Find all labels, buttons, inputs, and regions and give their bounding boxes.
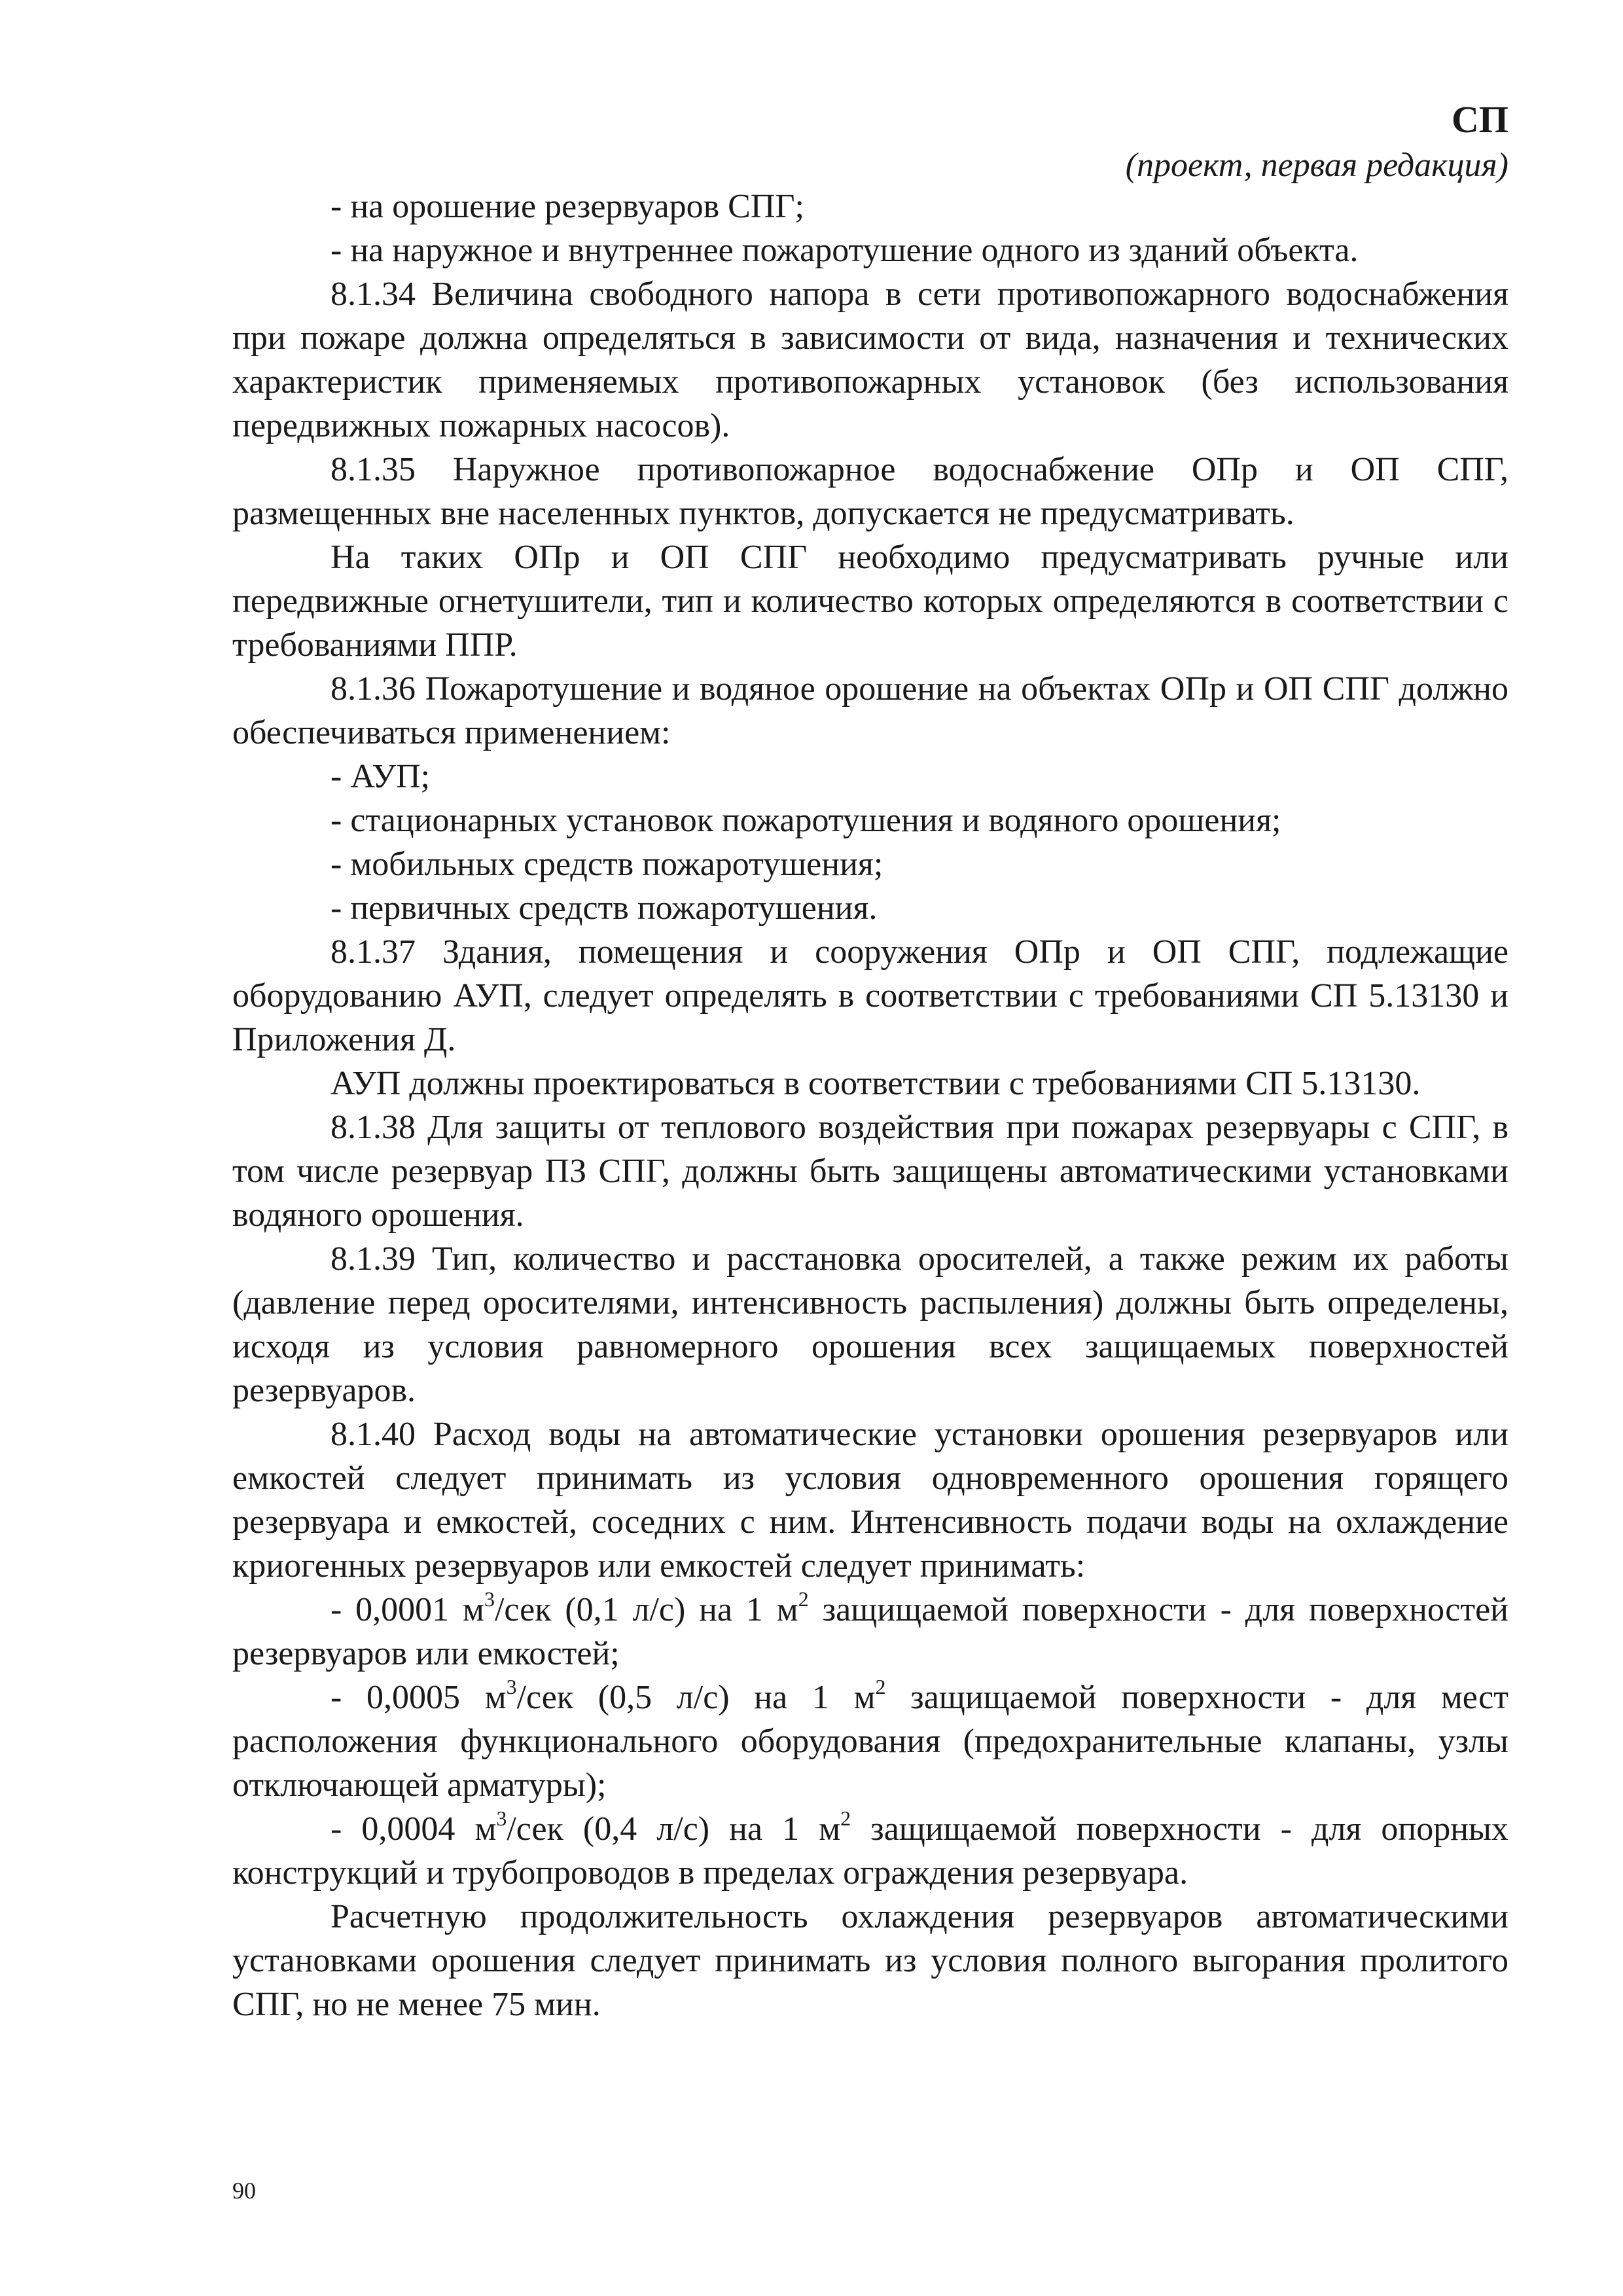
document-status: (проект, первая редакция)	[1125, 147, 1508, 184]
list-item: - на орошение резервуаров СПГ;	[330, 188, 804, 225]
document-code: СП	[1452, 98, 1508, 141]
paragraph-8-1-37-cont: АУП должны проектироваться в соответствии с требованиями СП 5.13130.	[330, 1065, 1421, 1102]
paragraph-8-1-34: 8.1.34 Величина свободного напора в сети противопожарного водоснабжения при пожаре должна определяться в зависимости от вида, назначения и технических характеристик применяемых противопожарных установок (без использования передвижных пожарных насосов).	[232, 276, 1508, 444]
rate-item-1	[232, 1588, 1508, 1676]
rate-item-text: /сек (0,1 л/с) на 1 м	[494, 1591, 798, 1628]
document-page	[232, 0, 1508, 2296]
paragraph-8-1-35-cont: На таких ОПр и ОП СПГ необходимо предусматривать ручные или передвижные огнетушители, тип и количество которых определяются в соответствии с требованиями ППР.	[232, 539, 1508, 664]
rate-item-2	[232, 1676, 1508, 1807]
superscript: 2	[840, 1806, 851, 1830]
rate-item-3	[232, 1807, 1508, 1895]
rate-item-text: - 0,0005 м	[330, 1679, 507, 1716]
superscript: 3	[496, 1806, 507, 1830]
rate-item-text: - 0,0001 м	[330, 1591, 484, 1628]
rate-item-text: защищаемой поверхности - для поверхностей резервуаров или емкостей;	[232, 1591, 1508, 1672]
superscript: 2	[875, 1675, 886, 1698]
rate-item-text: /сек (0,5 л/с) на 1 м	[516, 1679, 876, 1716]
rate-item-text: защищаемой поверхности - для мест расположения функционального оборудования (предохранительные клапаны, узлы отключающей арматуры);	[232, 1679, 1508, 1804]
rate-item-text: - 0,0004 м	[330, 1810, 497, 1848]
paragraph-8-1-39: 8.1.39 Тип, количество и расстановка оросителей, а также режим их работы (давление перед оросителями, интенсивность распыления) должны быть определены, исходя из условия равномерного орошения всех защищаемых поверхностей резервуаров.	[232, 1240, 1508, 1409]
paragraph-final: Расчетную продолжительность охлаждения резервуаров автоматическими установками орошения следует принимать из условия полного выгорания пролитого СПГ, но не менее 75 мин.	[232, 1898, 1508, 2023]
paragraph-8-1-40: 8.1.40 Расход воды на автоматические установки орошения резервуаров или емкостей следует принимать из условия одновременного орошения горящего резервуара и емкостей, соседних с ним. Интенсивность подачи воды на охлаждение криогенных резервуаров или емкостей следует принимать:	[232, 1416, 1508, 1585]
rate-item-text: /сек (0,4 л/с) на 1 м	[507, 1810, 841, 1848]
rate-item-text: защищаемой поверхности - для опорных конструкций и трубопроводов в пределах ограждения резервуара.	[232, 1810, 1508, 1892]
paragraph-8-1-37: 8.1.37 Здания, помещения и сооружения ОПр и ОП СПГ, подлежащие оборудованию АУП, следует определять в соответствии с требованиями СП 5.13130 и Приложения Д.	[232, 933, 1508, 1058]
paragraph-8-1-38: 8.1.38 Для защиты от теплового воздействия при пожарах резервуары с СПГ, в том числе резервуар ПЗ СПГ, должны быть защищены автоматическими установками водяного орошения.	[232, 1109, 1508, 1234]
list-item: - на наружное и внутреннее пожаротушение одного из зданий объекта.	[330, 232, 1359, 269]
superscript: 3	[484, 1587, 495, 1611]
list-item: - стационарных установок пожаротушения и водяного орошения;	[330, 802, 1281, 839]
list-item: - мобильных средств пожаротушения;	[330, 846, 883, 883]
list-item: - АУП;	[330, 758, 431, 795]
document-body	[232, 185, 1508, 2026]
superscript: 3	[506, 1675, 517, 1698]
page-number: 90	[232, 2178, 256, 2204]
list-item: - первичных средств пожаротушения.	[330, 889, 878, 927]
paragraph-8-1-36: 8.1.36 Пожаротушение и водяное орошение на объектах ОПр и ОП СПГ должно обеспечиваться применением:	[232, 670, 1508, 751]
paragraph-8-1-35: 8.1.35 Наружное противопожарное водоснабжение ОПр и ОП СПГ, размещенных вне населенных пунктов, допускается не предусматривать.	[232, 451, 1508, 532]
superscript: 2	[798, 1587, 809, 1611]
